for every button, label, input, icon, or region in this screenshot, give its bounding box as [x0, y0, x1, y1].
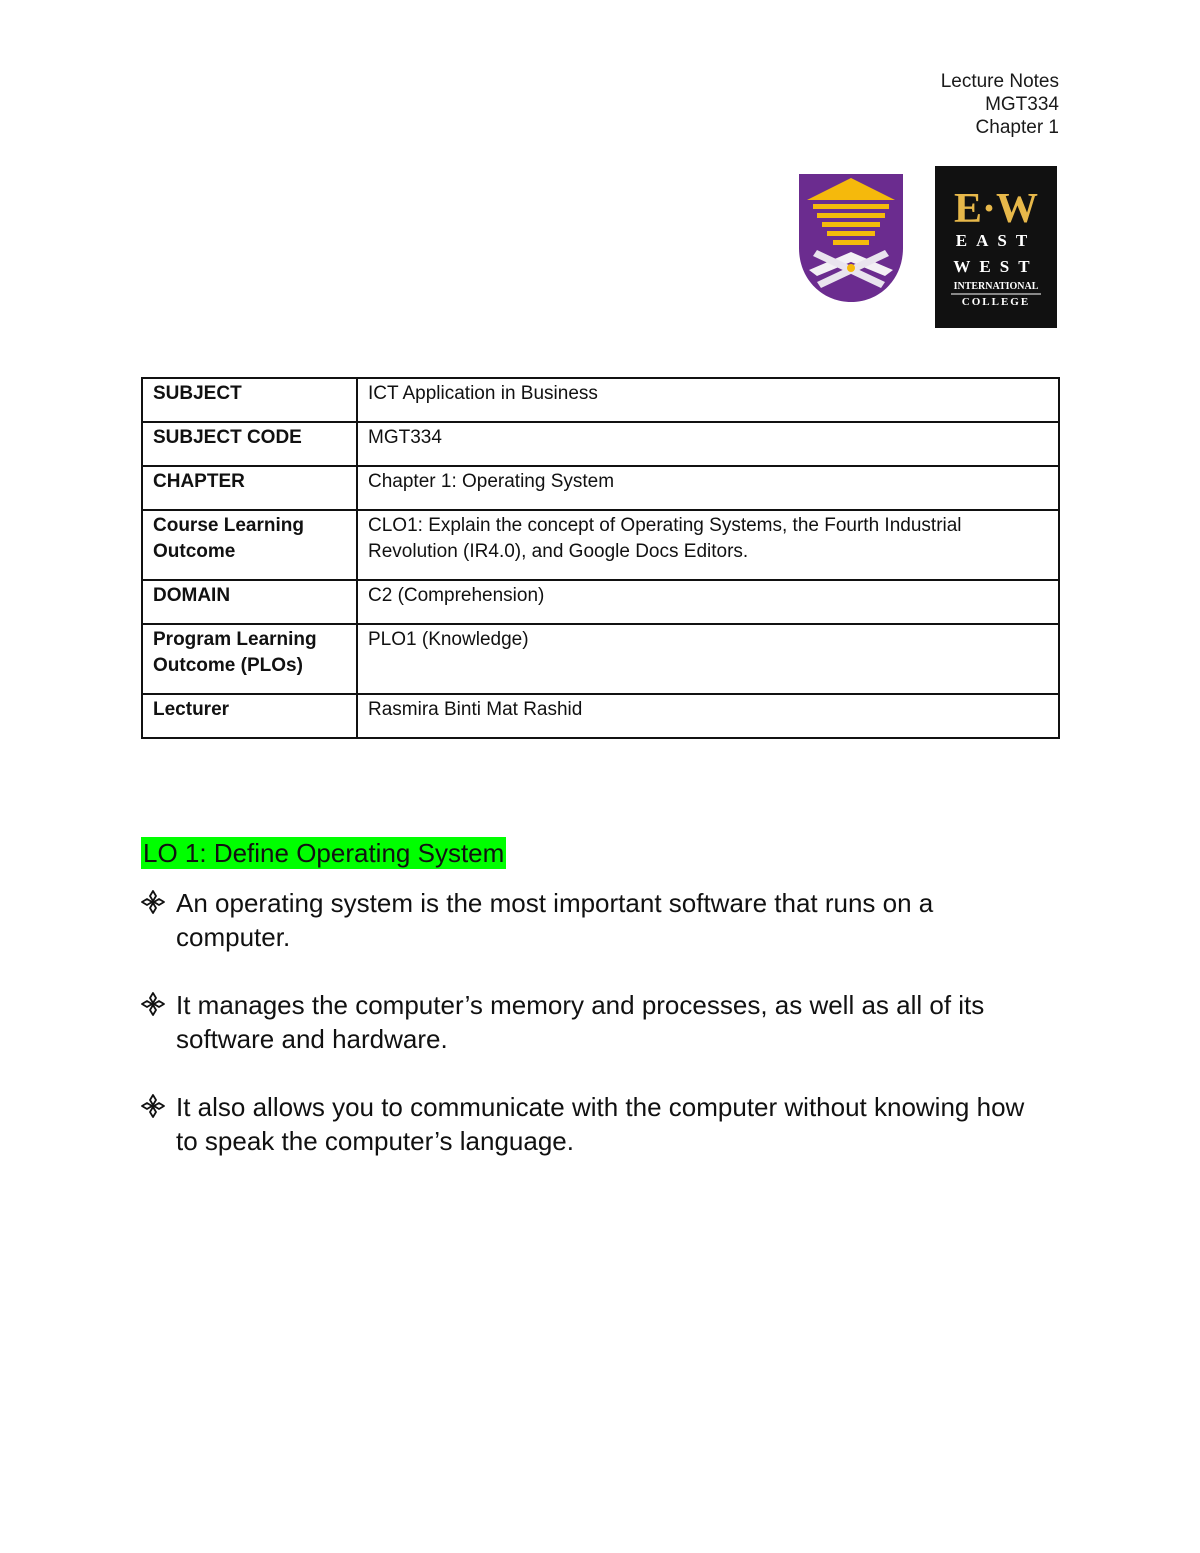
row-value-clo: CLO1: Explain the concept of Operating Systems, the Fourth Industrial Revolution (IR4.0), and Google Docs Editors.: [357, 510, 1059, 580]
row-label-lecturer: Lecturer: [142, 694, 357, 738]
row-label-subject-code: SUBJECT CODE: [142, 422, 357, 466]
svg-text:WEST: WEST: [953, 257, 1039, 276]
logo-area: [795, 166, 1057, 328]
table-row: [142, 422, 1059, 466]
row-value-subject: ICT Application in Business: [357, 378, 1059, 422]
east-west-logo-mark: [935, 166, 1057, 328]
list-item: [141, 886, 1041, 954]
bullet-text: It also allows you to communicate with the computer without knowing how to speak the computer’s language.: [176, 1092, 1025, 1156]
table-row: [142, 466, 1059, 510]
svg-text:INTERNATIONAL: INTERNATIONAL: [953, 281, 1039, 292]
table-row: [142, 510, 1059, 580]
row-value-plo: PLO1 (Knowledge): [357, 624, 1059, 694]
bullet-list: [141, 886, 1041, 1192]
row-label-domain: DOMAIN: [142, 580, 357, 624]
row-label-clo: Course Learning Outcome: [142, 510, 357, 580]
course-info-table: [141, 377, 1060, 739]
table-row: [142, 378, 1059, 422]
east-west-college-logo: [935, 166, 1057, 328]
bullet-text: An operating system is the most important software that runs on a computer.: [176, 888, 934, 952]
row-label-plo: Program Learning Outcome (PLOs): [142, 624, 357, 694]
row-value-chapter: Chapter 1: Operating System: [357, 466, 1059, 510]
table-row: [142, 580, 1059, 624]
svg-text:E·W: E·W: [953, 186, 1039, 232]
four-diamond-bullet-icon: [141, 1094, 165, 1118]
table-row: [142, 624, 1059, 694]
four-diamond-bullet-icon: [141, 890, 165, 914]
lo-heading: LO 1: Define Operating System: [143, 838, 505, 868]
row-value-lecturer: Rasmira Binti Mat Rashid: [357, 694, 1059, 738]
table-row: [142, 694, 1059, 738]
list-item: [141, 988, 1041, 1056]
row-label-chapter: CHAPTER: [142, 466, 357, 510]
bullet-text: It manages the computer’s memory and processes, as well as all of its software and hardware.: [176, 990, 985, 1054]
four-diamond-bullet-icon: [141, 992, 165, 1016]
header-course-code: MGT334: [985, 94, 1059, 115]
header-lecture-notes: Lecture Notes: [940, 71, 1059, 92]
svg-text:EAST: EAST: [955, 231, 1037, 250]
row-value-subject-code: MGT334: [357, 422, 1059, 466]
list-item: [141, 1090, 1041, 1158]
header-chapter: Chapter 1: [975, 117, 1059, 138]
document-header: [941, 70, 1059, 139]
row-value-domain: C2 (Comprehension): [357, 580, 1059, 624]
svg-text:COLLEGE: COLLEGE: [961, 296, 1031, 308]
uitm-crest-logo: [795, 170, 907, 304]
row-label-subject: SUBJECT: [142, 378, 357, 422]
